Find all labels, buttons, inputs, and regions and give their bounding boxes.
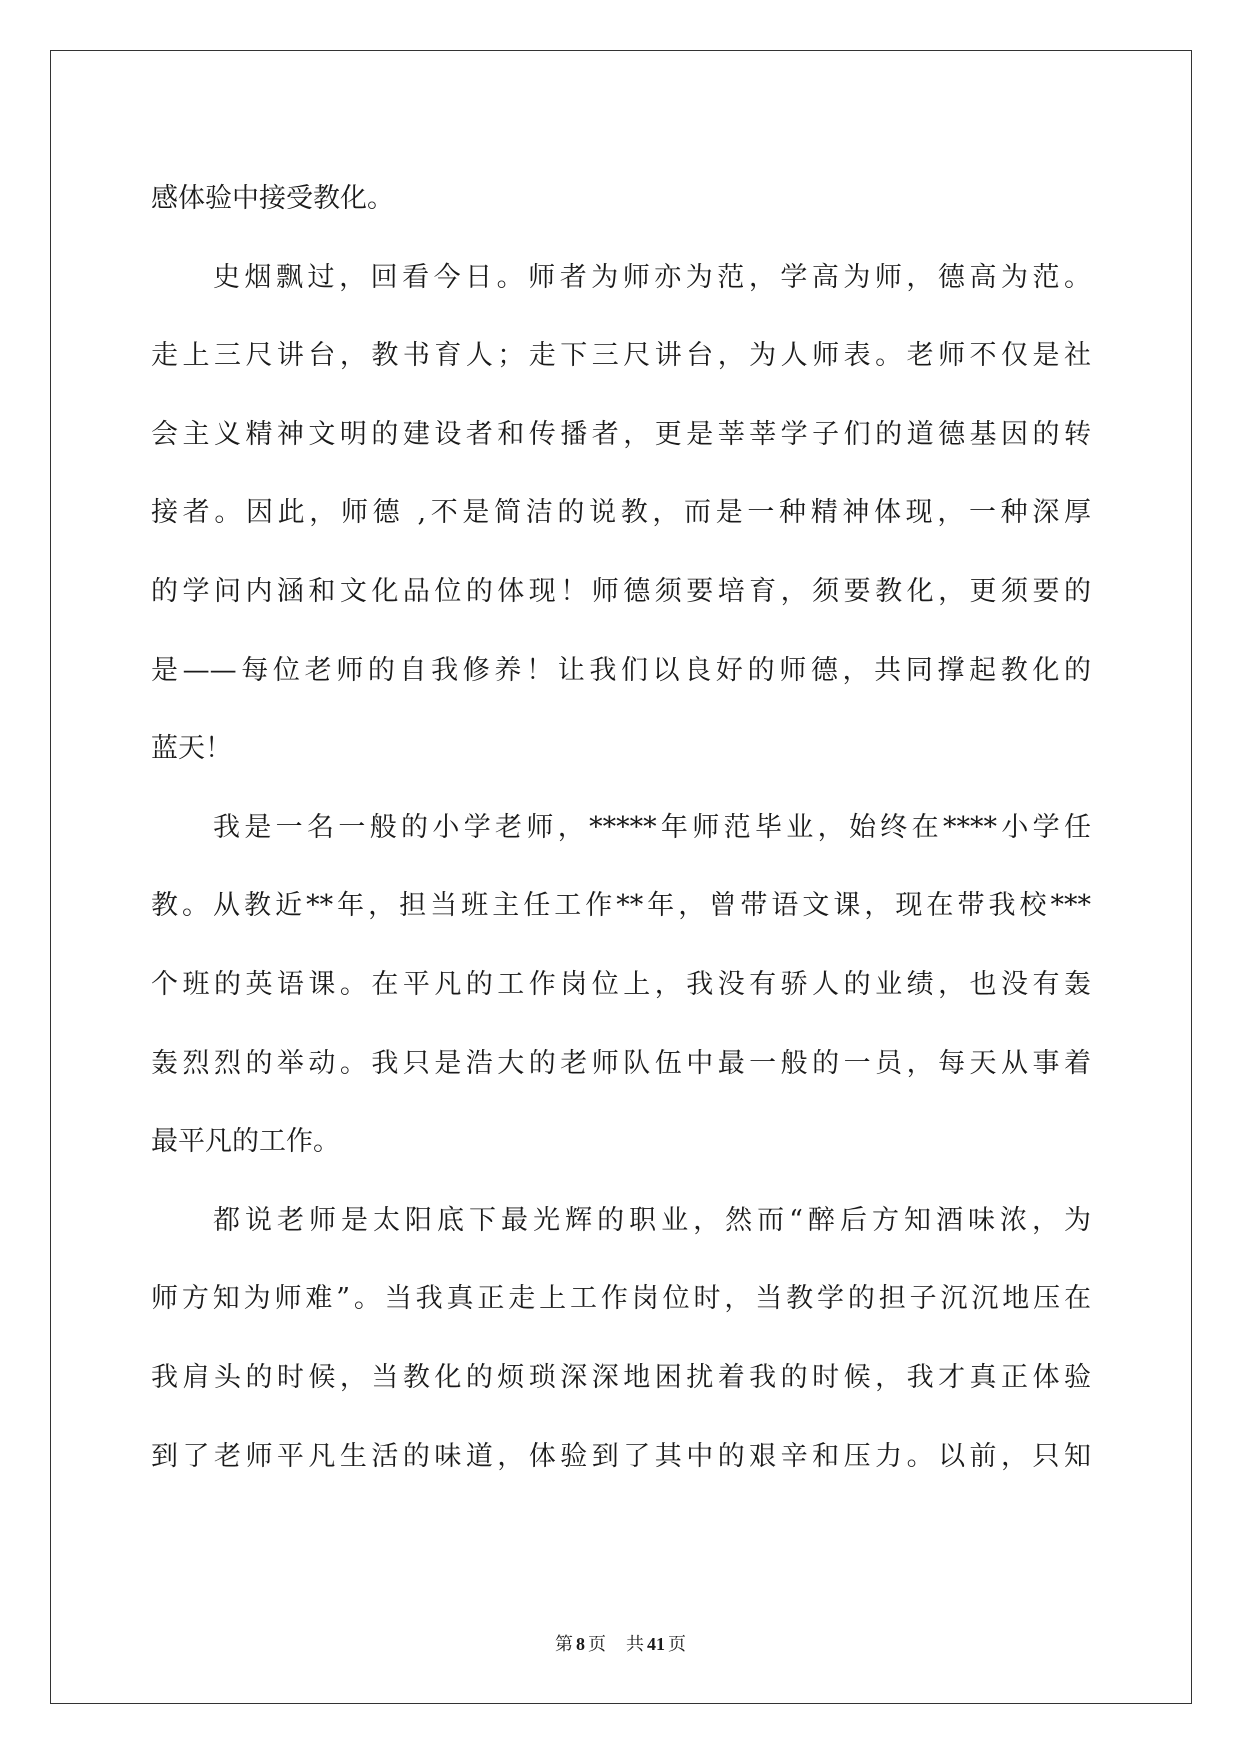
text-line: 的学问内涵和文化品位的体现！师德须要培育，须要教化，更须要的	[151, 575, 1091, 607]
text-line: 我肩头的时候，当教化的烦琐深深地困扰着我的时候，我才真正体验	[151, 1361, 1091, 1393]
text-line: 教。从教近**年，担当班主任工作**年，曾带语文课，现在带我校***	[151, 890, 1091, 922]
page-suffix: 页	[588, 1634, 606, 1654]
text-line: 最平凡的工作。	[151, 1126, 340, 1158]
text-line: 走上三尺讲台，教书育人；走下三尺讲台，为人师表。老师不仅是社	[151, 340, 1091, 372]
page-footer	[0, 1630, 1241, 1656]
text-line: 都说老师是太阳底下最光辉的职业，然而“醉后方知酒味浓，为	[213, 1204, 1091, 1236]
text-line: 到了老师平凡生活的味道，体验到了其中的艰辛和压力。以前，只知	[151, 1440, 1091, 1472]
total-suffix: 页	[668, 1634, 686, 1654]
text-line: 师方知为师难”。当我真正走上工作岗位时，当教学的担子沉沉地压在	[151, 1283, 1091, 1315]
text-line: 接者。因此，师德 ,不是简洁的说教，而是一种精神体现，一种深厚	[151, 497, 1091, 529]
text-line: 轰烈烈的举动。我只是浩大的老师队伍中最一般的一员，每天从事着	[151, 1047, 1091, 1079]
text-line: 个班的英语课。在平凡的工作岗位上，我没有骄人的业绩，也没有轰	[151, 968, 1091, 1000]
text-line: 我是一名一般的小学老师，*****年师范毕业，始终在****小学任	[213, 811, 1091, 843]
text-line: 是——每位老师的自我修养！让我们以良好的师德，共同撑起教化的	[151, 654, 1091, 686]
text-line: 史烟飘过，回看今日。师者为师亦为范，学高为师，德高为范。	[213, 261, 1091, 293]
page-prefix: 第	[555, 1634, 573, 1654]
document-body	[151, 160, 1091, 1496]
total-prefix: 共	[626, 1634, 644, 1654]
total-pages: 41	[647, 1634, 665, 1654]
text-line: 蓝天！	[151, 733, 232, 765]
page-number: 8	[576, 1634, 585, 1654]
text-line: 感体验中接受教化。	[151, 183, 394, 214]
text-line: 会主义精神文明的建设者和传播者，更是莘莘学子们的道德基因的转	[151, 418, 1091, 450]
